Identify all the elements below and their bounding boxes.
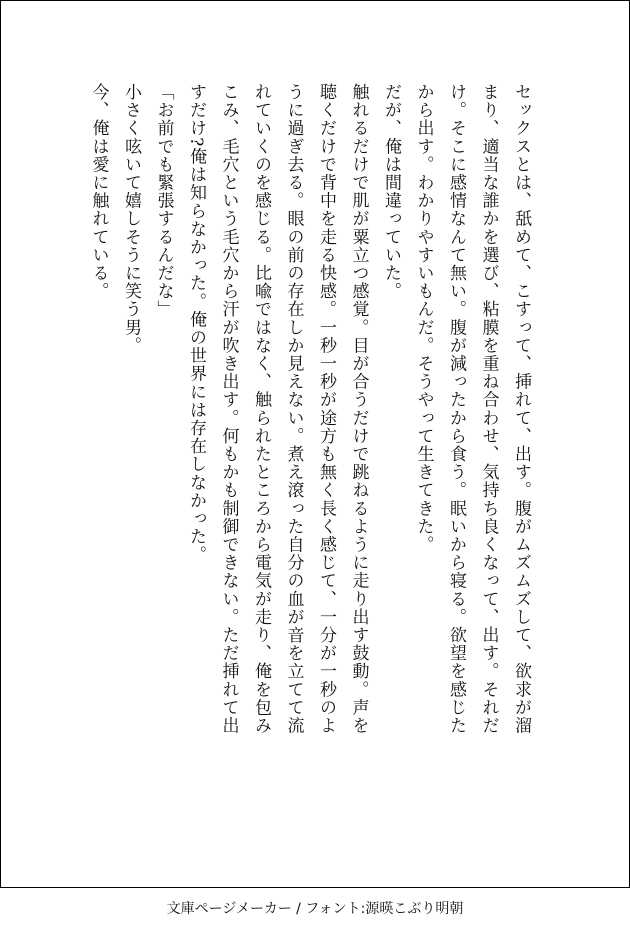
text-line: れていくのを感じる。比喩ではなく、触られたところから電気が走り、俺を包み [251, 83, 271, 735]
vertical-text-body [82, 83, 537, 853]
text-line: だが、俺は間違っていた。 [381, 83, 401, 301]
text-line: 小さく呟いて嬉しそうに笑う男。 [121, 83, 141, 355]
text-line: から出す。わかりやすいもんだ。そうやって生きてきた。 [413, 83, 434, 554]
text-line: 「お前でも緊張するんだな」 [153, 83, 174, 319]
text-line: 今、俺は愛に触れている。 [88, 83, 109, 301]
footer-credit: 文庫ページメーカー / フォント:源暎こぶり明朝 [166, 901, 464, 917]
text-line: まり、適当な誰かを選び、粘膜を重ね合わせ、気持ち良くなって、出す。それだ [478, 83, 499, 735]
text-line: すだけ?俺は知らなかった。俺の世界には存在しなかった。 [186, 83, 206, 564]
text-line: 聴くだけで背中を走る快感。一秒一秒が途方も無く長く感じて、一分が一秒のよ [316, 83, 336, 735]
text-line: 触れるだけで肌が粟立つ感覚。目が合うだけで跳ねるように走り出す鼓動。声を [348, 83, 369, 735]
text-line: こみ、毛穴という毛穴から汗が吹き出す。何もかも制御できない。ただ挿れて出 [218, 83, 239, 735]
text-line: うに過ぎ去る。眼の前の存在しか見えない。煮え滾った自分の血が音を立てて流 [283, 83, 304, 735]
text-line: セックスとは、舐めて、こすって、挿れて、出す。腹がムズムズして、欲求が溜 [511, 83, 531, 735]
text-line: け。そこに感情なんて無い。腹が減ったから食う。眠いから寝る。欲望を感じた [446, 83, 466, 735]
